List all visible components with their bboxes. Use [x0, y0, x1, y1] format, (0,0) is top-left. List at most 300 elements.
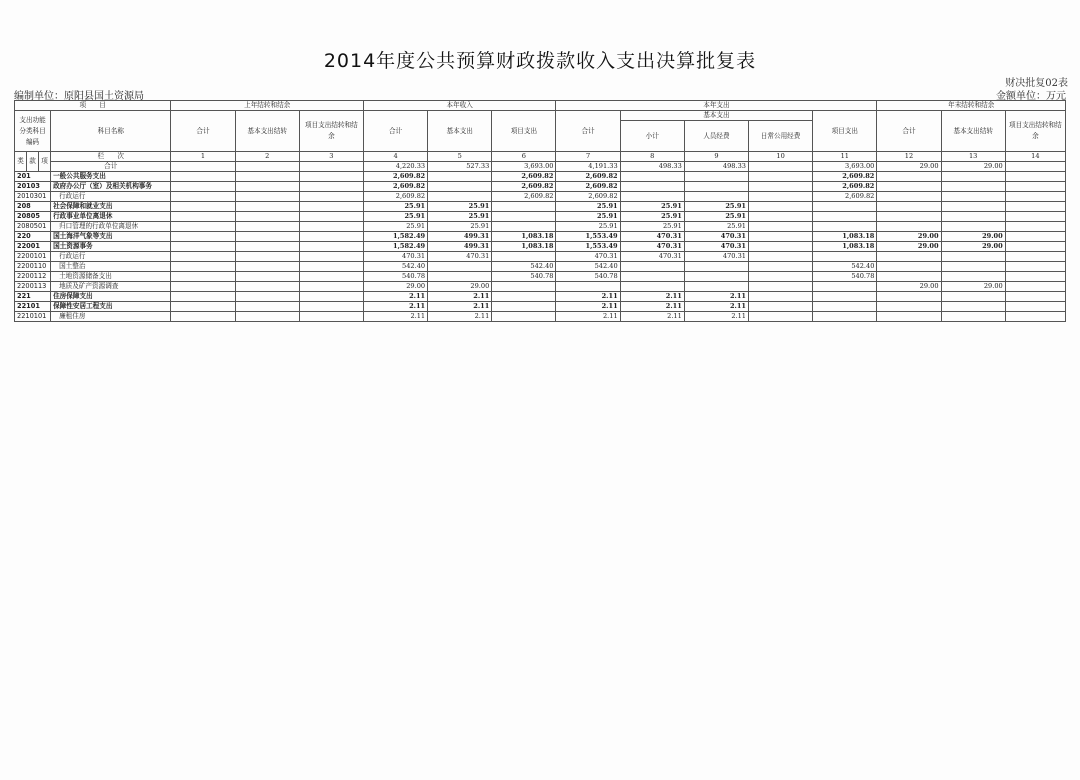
cell: 29.00	[428, 282, 492, 292]
cell	[813, 302, 877, 312]
cell: 470.31	[684, 232, 748, 242]
cell: 25.91	[428, 212, 492, 222]
cell: 4,191.33	[556, 162, 620, 172]
cell	[1005, 232, 1065, 242]
cell	[749, 192, 813, 202]
cell: 498.33	[684, 162, 748, 172]
cell: 4,220.33	[363, 162, 427, 172]
header-exp-basic: 基本支出	[620, 111, 813, 121]
cell	[235, 222, 299, 232]
row-name: 行政运行	[51, 192, 171, 202]
cell	[171, 272, 235, 282]
cell	[492, 302, 556, 312]
row-code: 2200110	[15, 262, 51, 272]
cell	[620, 272, 684, 282]
row-code: 221	[15, 292, 51, 302]
cell: 29.00	[363, 282, 427, 292]
cell	[941, 192, 1005, 202]
cell	[235, 272, 299, 282]
header-inc-proj: 项目支出	[492, 111, 556, 152]
cell	[620, 192, 684, 202]
cell: 2,609.82	[363, 182, 427, 192]
cell	[620, 172, 684, 182]
cell	[299, 292, 363, 302]
table-row	[15, 302, 1066, 312]
cell	[235, 182, 299, 192]
cell	[620, 182, 684, 192]
table-row	[15, 182, 1066, 192]
cell: 499.31	[428, 232, 492, 242]
cell: 2.11	[684, 312, 748, 322]
cell	[813, 282, 877, 292]
cell	[171, 282, 235, 292]
header-cur-expense: 本年支出	[556, 101, 877, 111]
row-code: 2200113	[15, 282, 51, 292]
cell	[1005, 212, 1065, 222]
cell	[877, 192, 941, 202]
row-code: 22101	[15, 302, 51, 312]
header-exp-proj: 项目支出	[813, 111, 877, 152]
cell	[235, 192, 299, 202]
colnum: 6	[492, 152, 556, 162]
table-row	[15, 222, 1066, 232]
cell	[492, 212, 556, 222]
cell	[749, 222, 813, 232]
cell	[684, 282, 748, 292]
row-code: 201	[15, 172, 51, 182]
settlement-table	[14, 100, 1066, 322]
cell	[749, 172, 813, 182]
row-code: 2010301	[15, 192, 51, 202]
cell: 25.91	[363, 222, 427, 232]
cell: 2.11	[684, 292, 748, 302]
cell: 2,609.82	[813, 182, 877, 192]
cell: 3,693.00	[813, 162, 877, 172]
table-row	[15, 262, 1066, 272]
colnum: 11	[813, 152, 877, 162]
cell: 2.11	[556, 312, 620, 322]
cell: 2.11	[428, 312, 492, 322]
cell: 29.00	[941, 282, 1005, 292]
cell	[749, 302, 813, 312]
header-end-proj: 项目支出结转和结余	[1005, 111, 1065, 152]
cell	[299, 222, 363, 232]
header-end-total: 合计	[877, 111, 941, 152]
row-name: 廉租住房	[51, 312, 171, 322]
cell	[299, 162, 363, 172]
cell	[749, 182, 813, 192]
compiling-unit: 编制单位：原阳县国土资源局	[14, 91, 144, 102]
cell: 2.11	[684, 302, 748, 312]
cell	[749, 272, 813, 282]
row-name: 地质及矿产资源调查	[51, 282, 171, 292]
cell	[235, 242, 299, 252]
cell	[941, 272, 1005, 282]
cell: 2.11	[428, 302, 492, 312]
row-code: 2210101	[15, 312, 51, 322]
cell: 470.31	[363, 252, 427, 262]
colnum: 2	[235, 152, 299, 162]
row-name: 行政事业单位离退休	[51, 212, 171, 222]
cell	[620, 262, 684, 272]
cell: 2,609.82	[492, 172, 556, 182]
colnum: 10	[749, 152, 813, 162]
table-row	[15, 312, 1066, 322]
cell	[299, 252, 363, 262]
cell: 25.91	[428, 222, 492, 232]
cell: 2,609.82	[813, 192, 877, 202]
cell	[1005, 272, 1065, 282]
colnum: 4	[363, 152, 427, 162]
cell	[941, 312, 1005, 322]
colnum: 13	[941, 152, 1005, 162]
cell	[1005, 172, 1065, 182]
row-code: 2200101	[15, 252, 51, 262]
cell	[1005, 182, 1065, 192]
row-name: 政府办公厅（室）及相关机构事务	[51, 182, 171, 192]
cell	[941, 292, 1005, 302]
header-exp-public: 日常公用经费	[749, 121, 813, 152]
cell	[941, 202, 1005, 212]
cell	[620, 282, 684, 292]
cell	[428, 272, 492, 282]
cell: 2.11	[363, 312, 427, 322]
cell	[299, 242, 363, 252]
row-name: 国土资源事务	[51, 242, 171, 252]
amount-unit: 金额单位：万元	[996, 91, 1066, 102]
cell: 527.33	[428, 162, 492, 172]
cell	[492, 222, 556, 232]
cell	[1005, 262, 1065, 272]
row-code: 2200112	[15, 272, 51, 282]
cell: 25.91	[684, 202, 748, 212]
cell: 29.00	[941, 232, 1005, 242]
cell	[749, 242, 813, 252]
cell	[492, 292, 556, 302]
row-name: 土地资源储备支出	[51, 272, 171, 282]
cell	[428, 262, 492, 272]
cell	[171, 302, 235, 312]
cell	[428, 172, 492, 182]
cell	[492, 202, 556, 212]
header-lei: 类	[15, 152, 27, 172]
cell	[171, 182, 235, 192]
cell: 2.11	[363, 302, 427, 312]
cell: 1,582.49	[363, 242, 427, 252]
cell	[684, 262, 748, 272]
cell: 2,609.82	[492, 182, 556, 192]
cell: 498.33	[620, 162, 684, 172]
cell	[1005, 252, 1065, 262]
table-row-total	[15, 162, 1066, 172]
cell: 542.40	[813, 262, 877, 272]
cell	[877, 252, 941, 262]
cell	[1005, 292, 1065, 302]
cell: 2.11	[620, 292, 684, 302]
cell	[235, 202, 299, 212]
cell	[299, 272, 363, 282]
cell	[941, 302, 1005, 312]
header-end-balance: 年末结转和结余	[877, 101, 1066, 111]
cell: 2,609.82	[492, 192, 556, 202]
cell	[428, 192, 492, 202]
cell: 2.11	[620, 302, 684, 312]
page-title: 2014年度公共预算财政拨款收入支出决算批复表	[323, 50, 757, 72]
table-row	[15, 242, 1066, 252]
cell	[299, 202, 363, 212]
cell: 540.78	[556, 272, 620, 282]
cell	[877, 222, 941, 232]
cell	[941, 262, 1005, 272]
cell	[235, 282, 299, 292]
cell: 2.11	[556, 302, 620, 312]
cell	[171, 252, 235, 262]
cell	[877, 172, 941, 182]
colnum: 7	[556, 152, 620, 162]
cell: 540.78	[492, 272, 556, 282]
table-row	[15, 192, 1066, 202]
cell	[171, 312, 235, 322]
cell: 542.40	[492, 262, 556, 272]
row-code: 20103	[15, 182, 51, 192]
header-func-code: 支出功能分类科目编码	[15, 111, 51, 152]
cell: 542.40	[363, 262, 427, 272]
colnum: 14	[1005, 152, 1065, 162]
cell	[556, 282, 620, 292]
cell: 25.91	[428, 202, 492, 212]
table-row	[15, 272, 1066, 282]
cell	[684, 182, 748, 192]
cell: 1,083.18	[813, 242, 877, 252]
cell	[749, 202, 813, 212]
cell	[813, 252, 877, 262]
cell	[813, 292, 877, 302]
cell	[941, 252, 1005, 262]
cell	[299, 212, 363, 222]
cell	[299, 282, 363, 292]
cell	[941, 222, 1005, 232]
row-name: 社会保障和就业支出	[51, 202, 171, 212]
cell: 470.31	[428, 252, 492, 262]
header-item: 项 目	[15, 101, 171, 111]
table-row	[15, 172, 1066, 182]
cell: 29.00	[877, 242, 941, 252]
cell: 2.11	[620, 312, 684, 322]
cell: 25.91	[363, 202, 427, 212]
cell	[492, 282, 556, 292]
cell	[877, 272, 941, 282]
cell: 25.91	[556, 222, 620, 232]
cell: 1,553.49	[556, 242, 620, 252]
cell	[235, 232, 299, 242]
cell: 2,609.82	[813, 172, 877, 182]
cell: 29.00	[877, 282, 941, 292]
colnum: 3	[299, 152, 363, 162]
header-exp-personnel: 人员经费	[684, 121, 748, 152]
cell	[749, 162, 813, 172]
cell: 2,609.82	[363, 192, 427, 202]
cell	[877, 202, 941, 212]
row-name: 保障性安居工程支出	[51, 302, 171, 312]
cell: 2,609.82	[363, 172, 427, 182]
cell	[1005, 302, 1065, 312]
cell	[235, 162, 299, 172]
cell: 542.40	[556, 262, 620, 272]
colnum: 12	[877, 152, 941, 162]
header-prev-proj: 项目支出结转和结余	[299, 111, 363, 152]
cell	[941, 212, 1005, 222]
table-row	[15, 202, 1066, 212]
cell	[1005, 282, 1065, 292]
cell	[749, 312, 813, 322]
cell	[749, 232, 813, 242]
header-inc-basic: 基本支出	[428, 111, 492, 152]
cell	[941, 182, 1005, 192]
cell	[1005, 162, 1065, 172]
row-name: 一般公共服务支出	[51, 172, 171, 182]
cell	[171, 162, 235, 172]
cell: 470.31	[620, 242, 684, 252]
cell	[684, 172, 748, 182]
table-row	[15, 212, 1066, 222]
cell: 2,609.82	[556, 172, 620, 182]
cell: 2.11	[363, 292, 427, 302]
cell: 470.31	[556, 252, 620, 262]
cell	[813, 202, 877, 212]
cell	[492, 252, 556, 262]
cell	[749, 212, 813, 222]
cell: 29.00	[877, 232, 941, 242]
cell: 25.91	[620, 202, 684, 212]
cell: 1,083.18	[492, 242, 556, 252]
cell	[749, 252, 813, 262]
cell: 470.31	[620, 232, 684, 242]
cell	[941, 172, 1005, 182]
header-kuan: 款	[27, 152, 39, 172]
cell: 540.78	[813, 272, 877, 282]
cell	[299, 262, 363, 272]
cell: 1,582.49	[363, 232, 427, 242]
cell	[171, 232, 235, 242]
row-name: 合计	[51, 162, 171, 172]
cell	[235, 292, 299, 302]
header-prev-total: 合计	[171, 111, 235, 152]
cell: 3,693.00	[492, 162, 556, 172]
colnum: 8	[620, 152, 684, 162]
cell: 1,553.49	[556, 232, 620, 242]
cell	[235, 302, 299, 312]
cell	[749, 262, 813, 272]
cell: 1,083.18	[813, 232, 877, 242]
cell	[877, 182, 941, 192]
cell: 29.00	[877, 162, 941, 172]
header-xiang: 项	[39, 152, 51, 172]
cell: 1,083.18	[492, 232, 556, 242]
row-code: 208	[15, 202, 51, 212]
cell: 25.91	[620, 212, 684, 222]
cell	[171, 262, 235, 272]
cell	[235, 212, 299, 222]
cell: 25.91	[556, 202, 620, 212]
header-subject-name: 科目名称	[51, 111, 171, 152]
cell	[235, 312, 299, 322]
form-number: 财决批复02表	[1005, 78, 1068, 89]
cell	[235, 262, 299, 272]
row-name: 行政运行	[51, 252, 171, 262]
header-exp-total: 合计	[556, 111, 620, 152]
cell: 2.11	[428, 292, 492, 302]
cell: 25.91	[363, 212, 427, 222]
row-code: 22001	[15, 242, 51, 252]
cell	[171, 292, 235, 302]
row-name: 国土海洋气象等支出	[51, 232, 171, 242]
cell: 2,609.82	[556, 182, 620, 192]
cell	[1005, 192, 1065, 202]
cell	[1005, 222, 1065, 232]
cell	[749, 282, 813, 292]
table-row	[15, 232, 1066, 242]
cell: 25.91	[620, 222, 684, 232]
cell	[877, 262, 941, 272]
cell	[299, 192, 363, 202]
cell: 470.31	[620, 252, 684, 262]
cell: 470.31	[684, 252, 748, 262]
cell	[813, 212, 877, 222]
cell	[299, 312, 363, 322]
cell	[235, 172, 299, 182]
cell	[877, 292, 941, 302]
table-row	[15, 252, 1066, 262]
cell	[492, 312, 556, 322]
cell: 2.11	[556, 292, 620, 302]
header-prev-balance: 上年结转和结余	[171, 101, 364, 111]
cell	[877, 302, 941, 312]
cell: 499.31	[428, 242, 492, 252]
cell	[684, 272, 748, 282]
cell	[171, 172, 235, 182]
row-name: 国土整治	[51, 262, 171, 272]
cell: 470.31	[684, 242, 748, 252]
cell: 25.91	[556, 212, 620, 222]
colnum: 5	[428, 152, 492, 162]
cell: 2,609.82	[556, 192, 620, 202]
cell	[877, 212, 941, 222]
table-row	[15, 282, 1066, 292]
cell	[1005, 312, 1065, 322]
cell	[299, 232, 363, 242]
cell	[813, 222, 877, 232]
row-name: 归口管理的行政单位离退休	[51, 222, 171, 232]
cell	[171, 222, 235, 232]
row-code: 220	[15, 232, 51, 242]
row-code: 20805	[15, 212, 51, 222]
header-prev-basic: 基本支出结转	[235, 111, 299, 152]
cell: 25.91	[684, 212, 748, 222]
cell	[235, 252, 299, 262]
row-name: 住房保障支出	[51, 292, 171, 302]
colnum: 1	[171, 152, 235, 162]
cell: 25.91	[684, 222, 748, 232]
cell	[1005, 202, 1065, 212]
cell	[749, 292, 813, 302]
colnum: 9	[684, 152, 748, 162]
cell	[171, 212, 235, 222]
cell	[299, 182, 363, 192]
cell	[428, 182, 492, 192]
cell	[299, 302, 363, 312]
header-exp-subtotal: 小计	[620, 121, 684, 152]
cell	[171, 242, 235, 252]
